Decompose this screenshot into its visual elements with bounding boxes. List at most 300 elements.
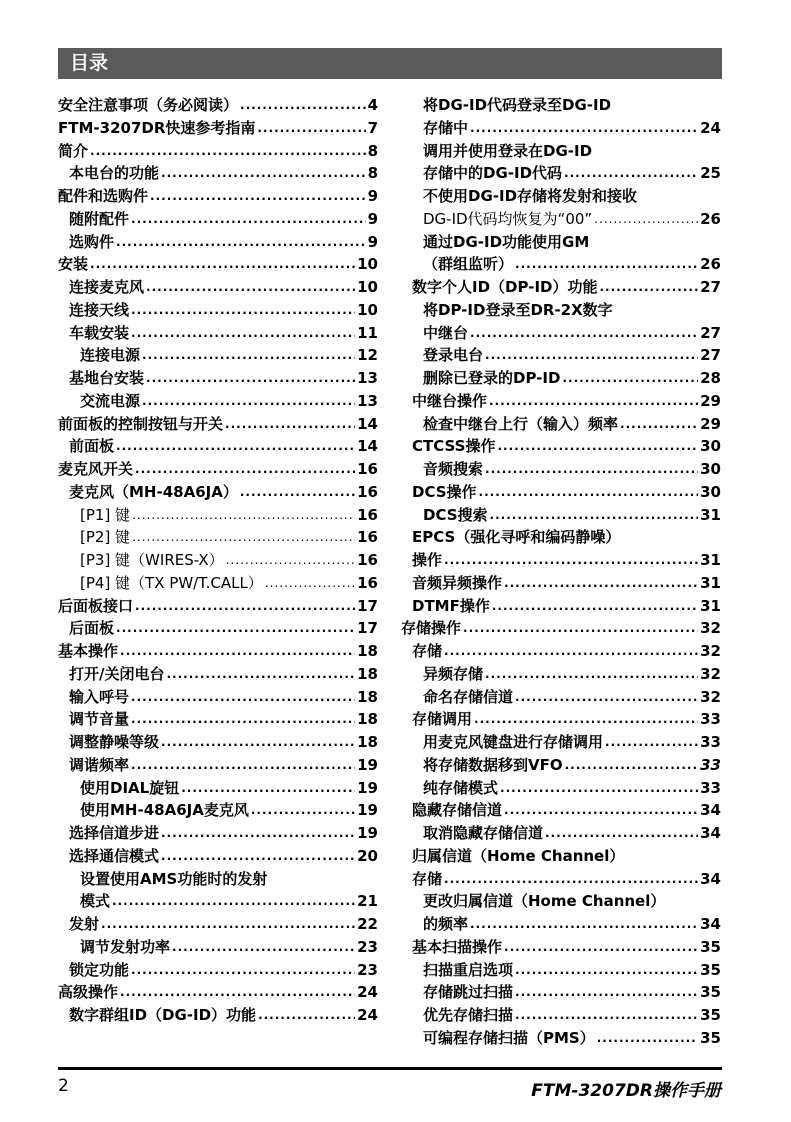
- toc-entry-label: 连接麦克风: [69, 278, 145, 296]
- toc-entry-page: 19: [357, 824, 378, 842]
- toc-entry-label: 存储: [412, 869, 443, 888]
- toc-entry: [58, 754, 378, 777]
- toc-leader-dots: [225, 413, 355, 436]
- toc-entry-page: 27: [700, 323, 721, 342]
- toc-entry-label: FTM-3207DR快速参考指南: [58, 118, 256, 137]
- toc-entry: [58, 299, 378, 322]
- toc-entry-page: 13: [357, 391, 378, 410]
- toc-entry: [401, 322, 721, 345]
- toc-entry-page: 14: [357, 437, 378, 456]
- toc-entry-page: 24: [357, 983, 378, 1002]
- toc-entry-label: 基地台安装: [69, 369, 145, 387]
- toc-entry-page: 19: [357, 755, 378, 774]
- toc-entry-label: 设置使用AMS功能时的发射: [80, 869, 268, 888]
- toc-left-column: [58, 94, 378, 1027]
- page-number: 2: [58, 1076, 69, 1096]
- toc-entry-label: 扫描重启选项: [423, 960, 514, 979]
- toc-entry-page: 34: [700, 869, 721, 888]
- toc-leader-dots: [490, 504, 699, 527]
- toc-entry-page: 35: [700, 1006, 721, 1024]
- toc-entry: [58, 231, 378, 254]
- toc-leader-dots: [142, 344, 355, 367]
- toc-entry-page: 34: [700, 824, 721, 842]
- toc-right-column: [401, 94, 721, 1050]
- toc-leader-dots: [135, 595, 355, 618]
- toc-leader-dots: [444, 549, 698, 572]
- toc-leader-dots: [504, 799, 698, 822]
- toc-entry-label: 存储中: [423, 118, 469, 137]
- toc-entry: [58, 504, 378, 527]
- toc-leader-dots: [594, 208, 698, 231]
- toc-entry-label: [P1] 键: [80, 505, 131, 524]
- toc-leader-dots: [240, 481, 355, 504]
- toc-leader-dots: [479, 481, 699, 504]
- toc-entry-label: 麦克风（MH-48A6JA）: [69, 482, 238, 501]
- toc-entry: [58, 890, 378, 913]
- toc-entry: [58, 572, 378, 595]
- toc-entry-label: 前面板: [69, 437, 115, 456]
- toc-entry: [58, 413, 378, 436]
- toc-entry-label: EPCS（强化寻呼和编码静噪）: [412, 528, 621, 547]
- toc-leader-dots: [492, 595, 698, 618]
- toc-entry-label: DCS搜索: [423, 505, 488, 524]
- toc-entry: [401, 777, 721, 800]
- toc-entry-page: 32: [700, 664, 721, 683]
- toc-entry-label: 优先存储扫描: [423, 1006, 514, 1024]
- toc-entry-page: 29: [700, 414, 721, 433]
- toc-entry-page: 30: [700, 482, 721, 501]
- toc-leader-dots: [226, 549, 355, 572]
- toc-entry: [401, 981, 721, 1004]
- toc-entry-page: 32: [700, 687, 721, 706]
- toc-entry-label: 隐藏存储信道: [412, 801, 503, 820]
- toc-entry-label: 数字个人ID（DP-ID）功能: [412, 278, 598, 296]
- toc-entry: [58, 344, 378, 367]
- toc-entry-page: 28: [700, 369, 721, 387]
- toc-entry-label: 打开/关闭电台: [69, 664, 165, 683]
- toc-leader-dots: [504, 572, 698, 595]
- toc-entry: [58, 640, 378, 663]
- toc-entry-label: 命名存储信道: [423, 687, 514, 706]
- toc-entry: [58, 549, 378, 572]
- toc-entry-page: 14: [357, 414, 378, 433]
- toc-entry-page: 31: [700, 551, 721, 569]
- toc-entry-page: 31: [700, 573, 721, 592]
- toc-entry-page: 10: [357, 255, 378, 274]
- toc-entry: [401, 458, 721, 481]
- toc-entry-label: 操作: [412, 551, 443, 569]
- toc-entry: [58, 322, 378, 345]
- toc-entry-page: 16: [357, 528, 378, 547]
- toc-entry: [58, 458, 378, 481]
- toc-entry-label: [P3] 键（WIRES-X）: [80, 551, 224, 569]
- toc-entry: [58, 435, 378, 458]
- toc-entry-page: 29: [700, 391, 721, 410]
- toc-leader-dots: [116, 617, 355, 640]
- toc-entry: [58, 94, 378, 117]
- toc-entry-label: 将DP-ID登录至DR-2X数字: [423, 300, 613, 319]
- toc-entry-page: 33: [700, 733, 721, 751]
- toc-leader-dots: [142, 390, 355, 413]
- toc-leader-dots: [470, 322, 698, 345]
- toc-entry-label: 基本扫描操作: [412, 937, 503, 956]
- toc-entry-label: 连接电源: [80, 346, 141, 365]
- toc-entry-page: 10: [357, 278, 378, 296]
- toc-entry-label: 中继台操作: [412, 391, 488, 410]
- toc-entry: [401, 686, 721, 709]
- toc-entry: [401, 162, 721, 185]
- toc-leader-dots: [135, 458, 355, 481]
- toc-entry: [401, 208, 721, 231]
- toc-entry-page: 20: [357, 846, 378, 865]
- toc-leader-dots: [515, 1004, 698, 1027]
- toc-leader-dots: [90, 253, 355, 276]
- toc-entry: [401, 959, 721, 982]
- toc-entry: [401, 868, 721, 891]
- toc-entry-label: 数字群组ID（DG-ID）功能: [69, 1006, 257, 1024]
- toc-leader-dots: [131, 686, 355, 709]
- toc-leader-dots: [515, 981, 698, 1004]
- toc-leader-dots: [146, 276, 355, 299]
- toc-entry-label: 中继台: [423, 323, 469, 342]
- toc-entry-page: 19: [357, 801, 378, 820]
- toc-entry-label: 使用MH-48A6JA麦克风: [80, 801, 249, 820]
- toc-entry-label: 麦克风开关: [58, 460, 134, 478]
- toc-entry: [401, 595, 721, 618]
- toc-entry-label: 前面板的控制按钮与开关: [58, 414, 224, 433]
- toc-entry: [58, 663, 378, 686]
- toc-entry-page: 32: [700, 642, 721, 660]
- toc-leader-dots: [515, 686, 698, 709]
- toc-entry-label: 归属信道（Home Channel）: [412, 846, 625, 865]
- toc-entry-page: 26: [700, 209, 721, 228]
- toc-entry-label: 存储调用: [412, 710, 473, 729]
- toc-entry-page: 21: [357, 892, 378, 911]
- toc-entry-page: 18: [357, 710, 378, 729]
- toc-entry-page: 35: [700, 937, 721, 956]
- toc-entry: [401, 253, 721, 276]
- toc-leader-dots: [497, 435, 698, 458]
- toc-entry-page: 23: [357, 960, 378, 979]
- toc-entry-page: 9: [367, 187, 378, 205]
- footer-divider: [58, 1067, 722, 1070]
- toc-entry-label: CTCSS操作: [412, 437, 496, 456]
- toc-entry: [401, 663, 721, 686]
- toc-entry-label: 车载安装: [69, 323, 130, 342]
- toc-entry: [401, 640, 721, 663]
- toc-entry-page: 11: [357, 323, 378, 342]
- toc-entry-page: 27: [700, 346, 721, 365]
- toc-entry-label: DTMF操作: [412, 596, 490, 615]
- toc-entry-page: 31: [700, 596, 721, 615]
- toc-entry: [58, 981, 378, 1004]
- toc-entry-page: 4: [367, 96, 378, 114]
- toc-entry-label: 音频异频操作: [412, 573, 503, 592]
- toc-entry-label: DG-ID代码均恢复为“00”: [423, 209, 593, 228]
- toc-leader-dots: [251, 799, 355, 822]
- toc-leader-dots: [146, 367, 355, 390]
- toc-entry-label: 调节发射功率: [80, 937, 171, 956]
- toc-entry-page: 7: [367, 118, 378, 137]
- toc-entry: [58, 1004, 378, 1027]
- toc-entry-label: 的频率: [423, 915, 469, 933]
- toc-leader-dots: [565, 754, 699, 777]
- toc-entry: [401, 731, 721, 754]
- toc-entry: [401, 526, 721, 549]
- toc-entry-label: [P4] 键（TX PW/T.CALL）: [80, 573, 263, 592]
- toc-entry-page: 35: [700, 983, 721, 1002]
- toc-entry-page: 33: [700, 778, 721, 797]
- toc-leader-dots: [131, 299, 355, 322]
- toc-entry-label: 登录电台: [423, 346, 484, 365]
- toc-entry-label: 高级操作: [58, 983, 119, 1002]
- toc-entry-label: 连接天线: [69, 300, 130, 319]
- toc-entry: [58, 185, 378, 208]
- toc-leader-dots: [131, 959, 355, 982]
- toc-entry: [401, 913, 721, 936]
- toc-entry: [401, 799, 721, 822]
- toc-entry: [58, 526, 378, 549]
- toc-entry: [401, 413, 721, 436]
- toc-leader-dots: [181, 777, 355, 800]
- toc-entry-page: 17: [357, 596, 378, 615]
- toc-entry: [58, 936, 378, 959]
- toc-entry: [58, 162, 378, 185]
- toc-leader-dots: [131, 208, 366, 231]
- toc-leader-dots: [120, 981, 355, 1004]
- toc-leader-dots: [444, 640, 698, 663]
- toc-entry: [401, 481, 721, 504]
- toc-entry: [401, 367, 721, 390]
- toc-leader-dots: [172, 936, 355, 959]
- toc-entry: [401, 140, 721, 163]
- toc-entry-label: 存储: [412, 642, 443, 660]
- toc-leader-dots: [444, 868, 698, 891]
- toc-entry-label: 模式: [80, 892, 111, 911]
- toc-entry: [58, 617, 378, 640]
- toc-entry-label: 发射: [69, 915, 100, 933]
- toc-leader-dots: [257, 117, 365, 140]
- toc-entry-page: 35: [700, 960, 721, 979]
- toc-entry-page: 26: [700, 255, 721, 274]
- toc-entry-label: 更改归属信道（Home Channel）: [423, 892, 666, 911]
- toc-entry-label: 存储操作: [401, 619, 462, 638]
- toc-entry-page: 25: [700, 164, 721, 183]
- toc-entry-label: [P2] 键: [80, 528, 131, 547]
- toc-entry-label: 音频搜索: [423, 460, 484, 478]
- toc-leader-dots: [485, 344, 698, 367]
- page-title: 目录: [70, 52, 109, 74]
- toc-entry: [401, 1027, 721, 1050]
- toc-entry-label: 检查中继台上行（输入）频率: [423, 414, 619, 433]
- toc-entry: [401, 617, 721, 640]
- toc-leader-dots: [90, 140, 366, 163]
- toc-entry: [58, 868, 378, 891]
- toc-entry: [58, 686, 378, 709]
- toc-entry: [58, 913, 378, 936]
- toc-entry: [58, 799, 378, 822]
- toc-entry-page: 9: [367, 209, 378, 228]
- toc-entry: [401, 890, 721, 913]
- toc-entry-label: 调用并使用登录在DG-ID: [423, 141, 593, 160]
- toc-entry: [401, 1004, 721, 1027]
- toc-leader-dots: [562, 367, 698, 390]
- toc-entry-page: 18: [357, 664, 378, 683]
- toc-entry-label: 输入呼号: [69, 687, 130, 706]
- toc-entry-label: 后面板接口: [58, 596, 134, 615]
- toc-leader-dots: [265, 572, 355, 595]
- toc-entry-label: 存储跳过扫描: [423, 983, 514, 1002]
- toc-entry-page: 17: [357, 619, 378, 638]
- toc-entry-page: 12: [357, 346, 378, 365]
- toc-entry: [58, 367, 378, 390]
- toc-leader-dots: [474, 708, 698, 731]
- toc-entry-page: 34: [700, 915, 721, 933]
- toc-entry-label: 调整静噪等级: [69, 733, 160, 751]
- toc-entry: [58, 777, 378, 800]
- toc-entry: [401, 276, 721, 299]
- toc-entry-label: 选择信道步进: [69, 824, 160, 842]
- toc-entry-page: 16: [357, 482, 378, 501]
- toc-entry: [401, 435, 721, 458]
- toc-entry-page: 16: [357, 460, 378, 478]
- toc-entry-page: 19: [357, 778, 378, 797]
- toc-entry-label: 异频存储: [423, 664, 484, 683]
- toc-entry: [58, 959, 378, 982]
- manual-title: FTM-3207DR操作手册: [531, 1081, 721, 1101]
- toc-entry-page: 30: [700, 437, 721, 456]
- toc-leader-dots: [485, 663, 698, 686]
- toc-entry: [401, 936, 721, 959]
- toc-leader-dots: [161, 162, 366, 185]
- toc-leader-dots: [161, 822, 355, 845]
- toc-entry-page: 23: [357, 937, 378, 956]
- toc-entry-label: 不使用DG-ID存储将发射和接收: [423, 187, 638, 205]
- toc-entry-label: 本电台的功能: [69, 164, 160, 183]
- toc-entry-page: 8: [367, 164, 378, 183]
- toc-leader-dots: [131, 754, 355, 777]
- toc-leader-dots: [258, 1004, 355, 1027]
- toc-entry: [58, 140, 378, 163]
- toc-entry: [401, 390, 721, 413]
- toc-entry-label: 锁定功能: [69, 960, 130, 979]
- toc-leader-dots: [166, 663, 355, 686]
- toc-entry-label: 随附配件: [69, 209, 130, 228]
- toc-entry-label: 将DG-ID代码登录至DG-ID: [423, 96, 612, 114]
- toc-leader-dots: [131, 322, 355, 345]
- toc-entry-label: 纯存储模式: [423, 778, 499, 797]
- toc-entry: [401, 344, 721, 367]
- toc-entry-label: 交流电源: [80, 391, 141, 410]
- toc-leader-dots: [564, 162, 698, 185]
- toc-leader-dots: [132, 526, 355, 549]
- toc-entry-page: 16: [357, 505, 378, 524]
- toc-entry-page: 16: [357, 573, 378, 592]
- toc-entry: [401, 117, 721, 140]
- toc-leader-dots: [485, 458, 698, 481]
- toc-leader-dots: [545, 822, 698, 845]
- toc-entry-page: 18: [357, 687, 378, 706]
- toc-entry-page: 33: [700, 755, 721, 774]
- toc-entry-page: 18: [357, 733, 378, 751]
- toc-entry-page: 16: [357, 551, 378, 569]
- toc-entry: [58, 390, 378, 413]
- toc-entry-page: 27: [700, 278, 721, 296]
- toc-entry: [401, 549, 721, 572]
- toc-entry-label: DCS操作: [412, 482, 477, 501]
- toc-entry-page: 34: [700, 801, 721, 820]
- toc-leader-dots: [116, 435, 355, 458]
- toc-entry-page: 31: [700, 505, 721, 524]
- toc-entry: [401, 231, 721, 254]
- toc-entry-label: 配件和选购件: [58, 187, 149, 205]
- toc-leader-dots: [489, 390, 698, 413]
- toc-entry: [58, 845, 378, 868]
- toc-entry-label: 用麦克风键盘进行存储调用: [423, 733, 604, 751]
- toc-leader-dots: [161, 845, 355, 868]
- toc-entry: [401, 572, 721, 595]
- toc-leader-dots: [515, 253, 698, 276]
- toc-entry: [401, 299, 721, 322]
- toc-entry-label: 选购件: [69, 232, 115, 251]
- toc-leader-dots: [605, 731, 698, 754]
- toc-entry: [401, 94, 721, 117]
- toc-entry-page: 8: [367, 141, 378, 160]
- toc-entry: [58, 208, 378, 231]
- toc-leader-dots: [500, 777, 698, 800]
- toc-entry-label: 调节音量: [69, 710, 130, 729]
- toc-entry-page: 24: [357, 1006, 378, 1024]
- toc-entry-label: 选择通信模式: [69, 846, 160, 865]
- toc-entry-label: 存储中的DG-ID代码: [423, 164, 563, 183]
- toc-entry: [58, 481, 378, 504]
- toc-leader-dots: [161, 731, 355, 754]
- toc-leader-dots: [463, 617, 698, 640]
- toc-leader-dots: [597, 1027, 698, 1050]
- toc-entry-label: 安装: [58, 255, 89, 274]
- toc-entry-page: 10: [357, 300, 378, 319]
- toc-entry-label: 调谐频率: [69, 755, 130, 774]
- toc-entry-label: 取消隐藏存储信道: [423, 824, 544, 842]
- toc-entry-label: 可编程存储扫描（PMS）: [423, 1028, 595, 1047]
- section-title-bar: [58, 48, 722, 79]
- toc-entry-label: 基本操作: [58, 642, 119, 660]
- toc-leader-dots: [116, 231, 366, 254]
- toc-entry-page: 22: [357, 915, 378, 933]
- toc-leader-dots: [120, 640, 355, 663]
- toc-leader-dots: [101, 913, 355, 936]
- toc-entry-page: 18: [357, 642, 378, 660]
- toc-entry: [58, 708, 378, 731]
- toc-leader-dots: [150, 185, 366, 208]
- toc-entry-label: 通过DG-ID功能使用GM: [423, 232, 590, 251]
- toc-entry-label: 删除已登录的DP-ID: [423, 369, 561, 387]
- toc-entry: [58, 731, 378, 754]
- toc-leader-dots: [132, 504, 355, 527]
- toc-leader-dots: [470, 117, 698, 140]
- toc-leader-dots: [599, 276, 698, 299]
- toc-entry: [401, 708, 721, 731]
- toc-leader-dots: [515, 959, 698, 982]
- toc-entry-page: 32: [700, 619, 721, 638]
- toc-entry-label: （群组监听）: [423, 255, 514, 274]
- toc-entry-label: 后面板: [69, 619, 115, 638]
- toc-leader-dots: [504, 936, 698, 959]
- toc-entry: [401, 754, 721, 777]
- toc-entry-page: 24: [700, 118, 721, 137]
- toc-leader-dots: [620, 413, 698, 436]
- toc-leader-dots: [240, 94, 366, 117]
